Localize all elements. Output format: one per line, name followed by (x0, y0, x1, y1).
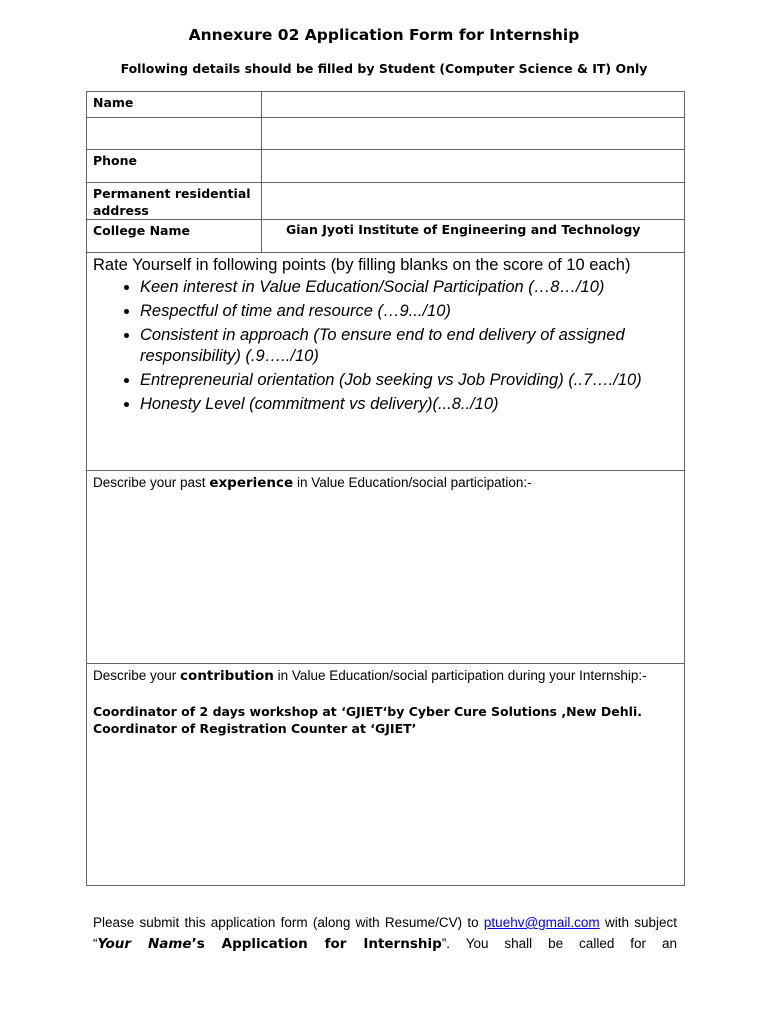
form-value-text (262, 183, 684, 185)
document-title: Annexure 02 Application Form for Internship (188, 26, 580, 44)
email-link[interactable]: ptuehv@gmail.com (483, 915, 600, 930)
footer-text-3: ”. You shall be called for an (441, 936, 677, 951)
form-label-text: Phone (93, 153, 138, 168)
form-value-address[interactable] (262, 183, 685, 220)
form-label-address (87, 183, 262, 220)
form-row-college (87, 220, 685, 253)
rating-item: • Entrepreneurial orientation (Job seeking vs Job Providing) (..7…./10) (140, 370, 676, 391)
experience-cell[interactable] (87, 471, 685, 664)
experience-suffix: in Value Education/social participation:- (293, 475, 532, 490)
rating-intro: Rate Yourself in following points (by filling blanks on the score of 10 each) (93, 256, 631, 274)
form-row-address (87, 183, 685, 220)
contribution-suffix: in Value Education/social participation during your Internship:- (273, 668, 647, 683)
form-label-text: Name (93, 95, 134, 110)
form-value-phone[interactable] (262, 150, 685, 183)
footer-text-2: with subject “ (93, 915, 677, 951)
form-value-name[interactable] (262, 92, 685, 118)
footer-your-name: Your Name (97, 936, 192, 952)
contribution-section (87, 664, 685, 886)
experience-prompt (87, 471, 684, 492)
submission-instructions (93, 912, 677, 955)
college-name-value: Gian Jyoti Institute of Engineering and Technology (286, 222, 641, 237)
form-row-blank (87, 118, 685, 150)
contribution-cell[interactable] (87, 664, 685, 886)
form-value-text (262, 92, 684, 94)
form-label-text: Permanent residential address (93, 186, 251, 218)
contribution-entries (87, 685, 684, 737)
experience-bold: experience (209, 475, 294, 491)
form-value-college[interactable] (262, 220, 685, 253)
form-label-blank (87, 118, 262, 150)
form-label-text (87, 118, 261, 120)
experience-prefix: Describe your past (93, 475, 210, 490)
rating-section (87, 253, 685, 471)
rating-item: • Honesty Level (commitment vs delivery)(...8../10) (140, 394, 676, 415)
rating-cell (87, 253, 685, 471)
form-label-text: College Name (93, 223, 190, 238)
form-value-blank[interactable] (262, 118, 685, 150)
contribution-prefix: Describe your (93, 668, 181, 683)
contribution-line: Coordinator of 2 days workshop at ‘GJIET‘by Cyber Cure Solutions ,New Dehli. (93, 704, 642, 719)
rating-item: • Respectful of time and resource (…9.../10) (140, 301, 676, 322)
form-row-name (87, 92, 685, 118)
application-form-table (86, 91, 685, 886)
footer-text-1: Please submit this application form (along with Resume/CV) to (93, 915, 484, 930)
rating-list (87, 277, 684, 415)
rating-item: • Keen interest in Value Education/Social Participation (…8…/10) (140, 277, 676, 298)
footer-bold: ’s Application for Internship (191, 936, 442, 952)
form-value-text (262, 118, 684, 120)
contribution-prompt (87, 664, 684, 685)
contribution-line: Coordinator of Registration Counter at ‘GJIET’ (93, 721, 417, 736)
contribution-bold: contribution (180, 668, 274, 684)
form-label-college (87, 220, 262, 253)
document-subtitle: Following details should be filled by Student (Computer Science & IT) Only (120, 61, 648, 76)
experience-section (87, 471, 685, 664)
rating-item: • Consistent in approach (To ensure end to end delivery of assigned responsibility) (.9…../10) (140, 325, 676, 367)
form-label-name (87, 92, 262, 118)
form-value-text (262, 150, 684, 152)
form-label-phone (87, 150, 262, 183)
form-row-phone (87, 150, 685, 183)
